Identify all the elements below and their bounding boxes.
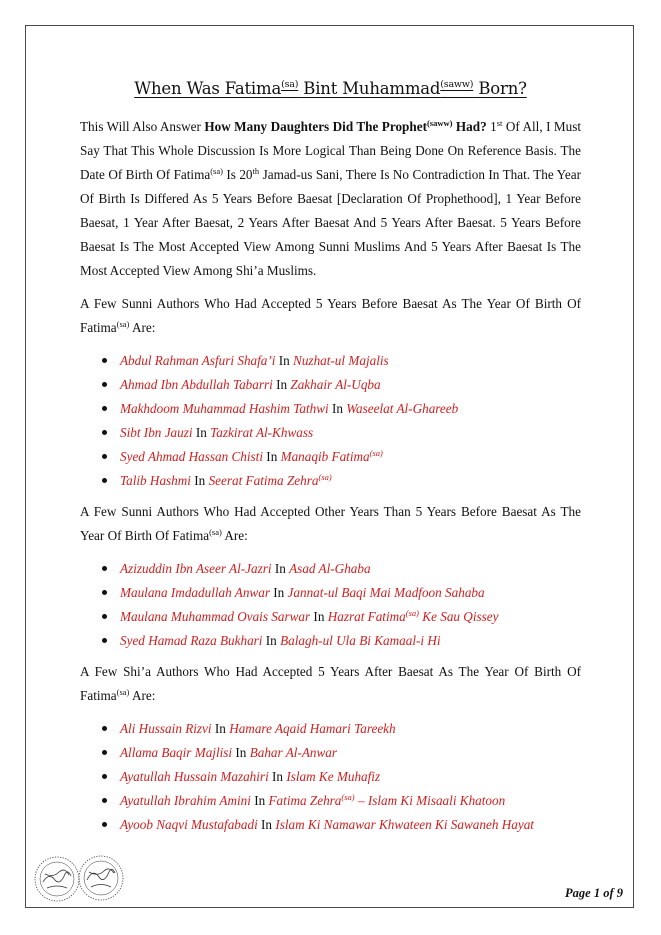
- intro-paragraph: This Will Also Answer How Many Daughters Did The Prophet$^{(saww)}$ Had? 1st Of All, I Must Say That This Whole Discussion Is More Logical Than Being Done On Reference Basis. The Date Of Birth Of Fatima$^{(sa)}$ Is 20th Jamad-us Sani, There Is No Contradiction In That. The Year Of Birth Is Differed As 5 Years Before Baesat [Declaration Of Prophethood], 1 Year Before Baesat, 1 Year After Baesat, 2 Years After Baesat And 5 Years After Baesat. 5 Years Before Baesat Is The Most Accepted View Among Sunni Muslims And 5 Years After Baesat Is The Most Accepted View Among Shi’a Muslims.: [80, 118, 582, 278]
- book-link[interactable]: Nuzhat-ul Majalis: [293, 353, 389, 368]
- section-heading: A Few Sunni Authors Who Had Accepted 5 Years Before Baesat As The Year Of Birth Of Fatima$^{(sa)}$ Are:: [80, 296, 581, 335]
- list-item: [80, 469, 581, 493]
- book-link[interactable]: Seerat Fatima Zehra$^{(sa)}$: [208, 472, 332, 488]
- in-label: In: [276, 377, 288, 392]
- list-item: [80, 717, 581, 741]
- bullet-icon: [102, 822, 107, 827]
- list-item: [80, 373, 581, 397]
- book-link[interactable]: Fatima Zehra$^{(sa)}$ – Islam Ki Misaali Khatoon: [268, 792, 506, 808]
- in-label: In: [214, 721, 226, 736]
- author-link[interactable]: Ayatullah Ibrahim Amini: [120, 793, 251, 808]
- bullet-icon: [102, 478, 107, 483]
- author-link[interactable]: Syed Ahmad Hassan Chisti: [120, 449, 263, 464]
- author-link[interactable]: Syed Hamad Raza Bukhari: [120, 633, 263, 648]
- list-item: [80, 397, 581, 421]
- author-link[interactable]: Ayatullah Hussain Mazahiri: [120, 769, 269, 784]
- in-label: In: [273, 585, 285, 600]
- list-item: [80, 765, 581, 789]
- author-link[interactable]: Ahmad Ibn Abdullah Tabarri: [120, 377, 273, 392]
- section-heading: A Few Sunni Authors Who Had Accepted Other Years Than 5 Years Before Baesat As The Year Of Birth Of Fatima$^{(sa)}$ Are:: [80, 504, 581, 543]
- bullet-icon: [102, 590, 107, 595]
- book-link[interactable]: Manaqib Fatima$^{(sa)}$: [280, 448, 383, 464]
- bullet-icon: [102, 726, 107, 731]
- in-label: In: [272, 769, 284, 784]
- list-item: [80, 557, 581, 581]
- author-link[interactable]: Ayoob Naqvi Mustafabadi: [120, 817, 258, 832]
- in-label: In: [278, 353, 290, 368]
- in-label: In: [194, 473, 206, 488]
- in-label: In: [266, 449, 278, 464]
- book-link[interactable]: Bahar Al-Anwar: [249, 745, 337, 760]
- in-label: In: [331, 401, 343, 416]
- book-link[interactable]: Asad Al-Ghaba: [289, 561, 371, 576]
- list-item: [80, 581, 581, 605]
- author-link[interactable]: Talib Hashmi: [120, 473, 191, 488]
- list-item: [80, 741, 581, 765]
- author-link[interactable]: Allama Baqir Majlisi: [120, 745, 233, 760]
- book-link[interactable]: Zakhair Al-Uqba: [290, 377, 381, 392]
- author-list: [80, 349, 581, 493]
- in-label: In: [274, 561, 286, 576]
- bullet-icon: [102, 430, 107, 435]
- in-label: In: [235, 745, 247, 760]
- in-label: In: [265, 633, 277, 648]
- bullet-icon: [102, 382, 107, 387]
- list-item: [80, 789, 581, 813]
- list-item: [80, 421, 581, 445]
- author-list: [80, 557, 581, 653]
- book-link[interactable]: Jannat-ul Baqi Mai Madfoon Sahaba: [287, 585, 485, 600]
- in-label: In: [261, 817, 273, 832]
- bullet-icon: [102, 774, 107, 779]
- in-label: In: [254, 793, 266, 808]
- list-item: [80, 349, 581, 373]
- book-link[interactable]: Hamare Aqaid Hamari Tareekh: [229, 721, 396, 736]
- bullet-icon: [102, 566, 107, 571]
- author-link[interactable]: Ali Hussain Rizvi: [120, 721, 212, 736]
- bullet-icon: [102, 454, 107, 459]
- book-link[interactable]: Balagh-ul Ula Bi Kamaal-i Hi: [280, 633, 441, 648]
- author-link[interactable]: Makhdoom Muhammad Hashim Tathwi: [120, 401, 329, 416]
- in-label: In: [195, 425, 207, 440]
- book-link[interactable]: Islam Ke Muhafiz: [286, 769, 381, 784]
- author-link[interactable]: Maulana Muhammad Ovais Sarwar: [120, 609, 311, 624]
- list-item: [80, 605, 581, 629]
- book-link[interactable]: Tazkirat Al-Khwass: [210, 425, 314, 440]
- book-link[interactable]: Islam Ki Namawar Khwateen Ki Sawaneh Hayat: [275, 817, 534, 832]
- section-heading: A Few Shi’a Authors Who Had Accepted 5 Years After Baesat As The Year Of Birth Of Fatima$^{(sa)}$ Are:: [80, 664, 581, 703]
- list-item: [80, 629, 581, 653]
- author-link[interactable]: Azizuddin Ibn Aseer Al-Jazri: [120, 561, 272, 576]
- bullet-icon: [102, 406, 107, 411]
- bullet-icon: [102, 798, 107, 803]
- bullet-icon: [102, 358, 107, 363]
- list-item: [80, 813, 581, 837]
- bullet-icon: [102, 614, 107, 619]
- document-body: [80, 115, 581, 844]
- book-link[interactable]: Waseelat Al-Ghareeb: [346, 401, 459, 416]
- list-item: [80, 445, 581, 469]
- bullet-icon: [102, 750, 107, 755]
- book-link[interactable]: Hazrat Fatima$^{(sa)}$ Ke Sau Qissey: [327, 608, 499, 624]
- page-number: Page 1 of 9: [565, 886, 623, 900]
- in-label: In: [313, 609, 325, 624]
- bullet-icon: [102, 638, 107, 643]
- author-sections: [80, 292, 581, 837]
- author-link[interactable]: Sibt Ibn Jauzi: [120, 425, 193, 440]
- author-link[interactable]: Abdul Rahman Asfuri Shafa’i: [120, 353, 276, 368]
- author-list: [80, 717, 581, 837]
- calligraphy-seal-icon: [33, 852, 125, 904]
- page-title: When Was Fatima$^{(sa)}$ Bint Muhammad$^{(saww)}$ Born?: [134, 79, 527, 98]
- author-link[interactable]: Maulana Imdadullah Anwar: [120, 585, 270, 600]
